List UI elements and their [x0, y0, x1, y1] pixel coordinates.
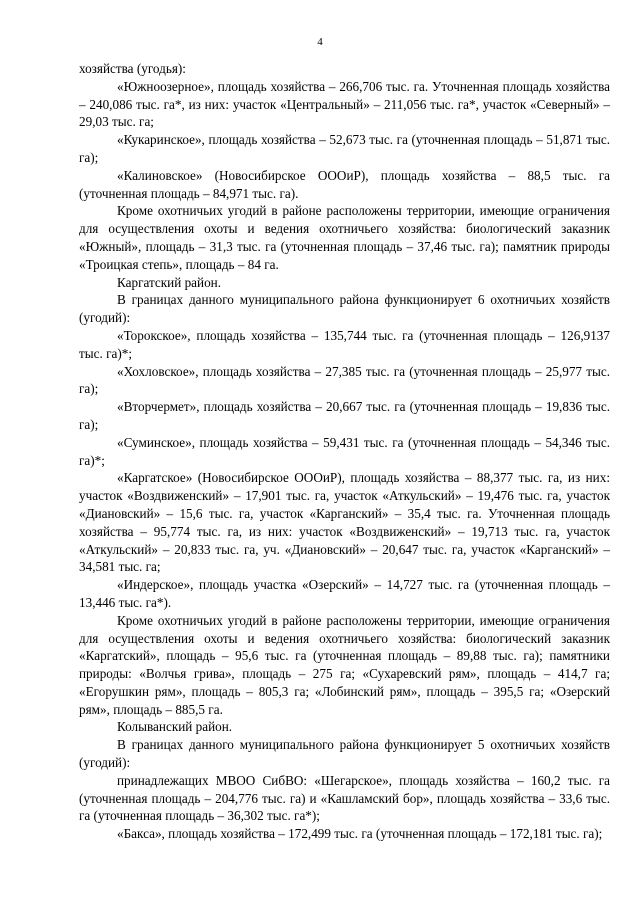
paragraph-kargatskoe: «Каргатское» (Новосибирское ОООиР), площадь хозяйства – 88,377 тыс. га, из них: участок «Воздвиженский» – 17,901 тыс. га, участок «Аткульский» – 19,476 тыс. га, участок «Диановский» – 15,6 тыс. га, участок «Карганский» – 35,4 тыс. га. Уточненная площадь хозяйства – 95,774 тыс. га, из них: участок «Воздвиженский» – 19,713 тыс. га, участок «Аткульский» – 20,833 тыс. га, уч. «Диановский» – 20,647 тыс. га, участок «Карганский» – 34,581 тыс. га; — [79, 470, 610, 575]
paragraph-restricted-territories-2: Кроме охотничьих угодий в районе расположены территории, имеющие ограничения для осуществления охоты и ведения охотничьего хозяйства: биологический заказник «Каргатский», площадь – 95,6 тыс. га (уточненная площадь – 89,88 тыс. га); памятники природы: «Волчья грива», площадь – 275 га; «Сухаревский рям», площадь – 414,7 га; «Егорушкин рям», площадь – 805,3 га; «Лобинский рям», площадь – 395,5 га; «Озерский рям», площадь – 885,5 га. — [79, 612, 610, 717]
paragraph-vtorchermet: «Вторчермет», площадь хозяйства – 20,667 тыс. га (уточненная площадь – 19,836 тыс. га); — [79, 399, 610, 432]
paragraph-inderskoe: «Индерское», площадь участка «Озерский» – 14,727 тыс. га (уточненная площадь – 13,446 тыс. га*). — [79, 577, 610, 610]
paragraph-torokskoe: «Торокское», площадь хозяйства – 135,744 тыс. га (уточненная площадь – 126,9137 тыс. га)*; — [79, 327, 610, 361]
paragraph-kolyvan-intro: В границах данного муниципального района функционирует 5 охотничьих хозяйств (угодий): — [79, 737, 610, 771]
paragraph-kalinovskoe: «Калиновское» (Новосибирское ОООиР), площадь хозяйства – 88,5 тыс. га (уточненная площадь – 84,971 тыс. га). — [79, 167, 610, 201]
paragraph-kukarinskoe: «Кукаринское», площадь хозяйства – 52,673 тыс. га (уточненная площадь – 51,871 тыс. га); — [79, 132, 610, 165]
paragraph-restricted-territories-1: Кроме охотничьих угодий в районе расположены территории, имеющие ограничения для осуществления охоты и ведения охотничьего хозяйства: биологический заказник «Южный», площадь – 31,3 тыс. га (уточненная площадь – 37,46 тыс. га); памятник природы «Троицкая степь», площадь – 84 га. — [79, 203, 610, 272]
paragraph-mvoo-sibvo: принадлежащих МВОО СибВО: «Шегарское», площадь хозяйства – 160,2 тыс. га (уточненная площадь – 204,776 тыс. га) и «Кашламский бор», площадь хозяйства – 33,6 тыс. га (уточненная площадь – 36,302 тыс. га*); — [79, 772, 610, 824]
page-number: 4 — [317, 36, 323, 48]
paragraph-district-kolyvan: Колыванский район. — [117, 719, 233, 735]
paragraph-continuation: хозяйства (угодья): — [79, 61, 186, 76]
paragraph-district-kargat: Каргатский район. — [117, 274, 222, 290]
paragraph-kargat-intro: В границах данного муниципального района функционирует 6 охотничьих хозяйств (угодий): — [79, 292, 610, 326]
document-body — [79, 60, 610, 843]
paragraph-yuzhnoozernoe: «Южноозерное», площадь хозяйства – 266,706 тыс. га. Уточненная площадь хозяйства – 240,086 тыс. га*, из них: участок «Центральный» – 211,056 тыс. га*, участок «Северный» – 29,03 тыс. га; — [79, 78, 610, 130]
paragraph-suminskoe: «Суминское», площадь хозяйства – 59,431 тыс. га (уточненная площадь – 54,346 тыс. га)*; — [79, 434, 610, 468]
paragraph-baksa: «Бакса», площадь хозяйства – 172,499 тыс. га (уточненная площадь – 172,181 тыс. га); — [117, 826, 603, 842]
paragraph-khokhlovskoe: «Хохловское», площадь хозяйства – 27,385 тыс. га (уточненная площадь – 25,977 тыс. га); — [79, 363, 610, 397]
